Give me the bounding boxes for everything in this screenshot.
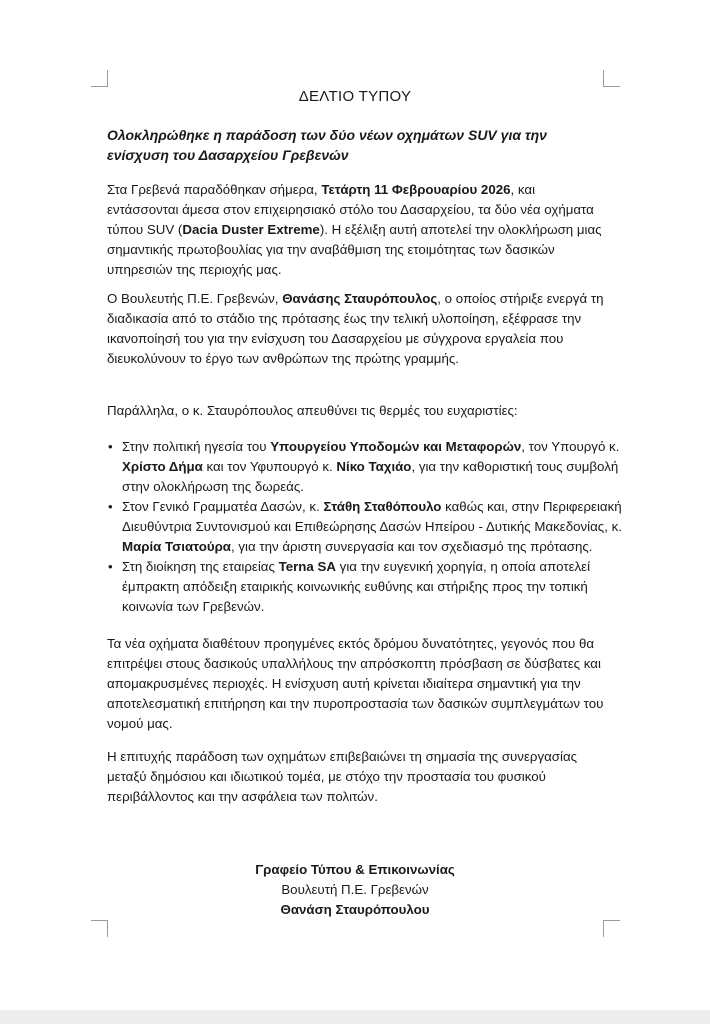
paragraph-3: Παράλληλα, ο κ. Σταυρόπουλος απευθύνει τις θερμές του ευχαριστίες:	[107, 403, 518, 418]
thanks-2-text-2: καθώς και, στην Περιφερειακή Διευθύντρια Συντονισμού και Επιθεώρησης Δασών Ηπείρου - Δυτικής Μακεδονίας, κ.	[122, 499, 622, 534]
thanks-1-ministry: Υπουργείου Υποδομών και Μεταφορών	[270, 439, 522, 454]
thanks-2-text-3: , για την άριστη συνεργασία και τον σχεδιασμό της πρότασης.	[230, 539, 593, 554]
thanks-3-text-1: Στη διοίκηση της εταιρείας	[122, 559, 279, 574]
paragraph-2-text-2: , ο οποίος στήριξε ενεργά τη διαδικασία από το στάδιο της πρότασης έως την τελική υλοποίηση, εξέφρασε την ικανοποίησή του για την ενίσχυση του Δασαρχείου με σύγχρονα εργαλεία που διευκολύνουν το έργο των ανθρώπων της πρώτης γραμμής.	[107, 291, 604, 366]
signature-block	[0, 860, 710, 920]
paragraph-2-text-1: Ο Βουλευτής Π.Ε. Γρεβενών,	[107, 291, 283, 306]
thanks-1-minister: Χρίστο Δήμα	[122, 459, 203, 474]
paragraph-1	[107, 180, 610, 280]
paragraph-1-vehicle-model: Dacia Duster Extreme	[182, 222, 320, 237]
paragraph-1-text-2: , και εντάσσονται άμεσα στον επιχειρησιακό στόλο του Δασαρχείου, τα δύο νέα οχήματα τύπου SUV (	[107, 182, 594, 237]
crop-mark-top-left	[91, 70, 108, 87]
thanks-3-company: Terna SA	[278, 559, 336, 574]
thanks-2-director: Μαρία Τσιατούρα	[122, 539, 231, 554]
crop-mark-bottom-left	[91, 920, 108, 937]
thanks-1-text-3: και τον Υφυπουργό κ.	[202, 459, 337, 474]
thanks-1-text-1: Στην πολιτική ηγεσία του	[122, 439, 271, 454]
thanks-list	[107, 437, 625, 617]
thanks-2-secretary: Στάθη Σταθόπουλο	[323, 499, 442, 514]
thanks-item-ministry	[122, 437, 625, 497]
thanks-1-text-4: , για την καθοριστική τους συμβολή στην ολοκλήρωση της δωρεάς.	[122, 459, 619, 494]
paragraph-1-text-3: ). Η εξέλιξη αυτή αποτελεί την ολοκλήρωση μιας σημαντικής πρωτοβουλίας για την αναβάθμιση της ετοιμότητας των δασικών υπηρεσιών της περιοχής μας.	[107, 222, 602, 277]
thanks-1-text-2: , τον Υπουργό κ.	[521, 439, 620, 454]
thanks-item-forestry	[122, 497, 625, 557]
crop-mark-top-right	[603, 70, 620, 87]
headline: Ολοκληρώθηκε η παράδοση των δύο νέων οχημάτων SUV για την ενίσχυση του Δασαρχείου Γρεβενών	[107, 127, 547, 163]
signature-name: Θανάση Σταυρόπουλου	[280, 902, 430, 917]
thanks-3-text-2: για την ευγενική χορηγία, η οποία αποτελεί έμπρακτη απόδειξη εταιρικής κοινωνικής ευθύνης και στήριξης προς την τοπική κοινωνία των Γρεβενών.	[122, 559, 591, 614]
paragraph-1-date: Τετάρτη 11 Φεβρουαρίου 2026	[321, 182, 511, 197]
paragraph-5: Η επιτυχής παράδοση των οχημάτων επιβεβαιώνει τη σημασία της συνεργασίας μεταξύ δημόσιου και ιδιωτικού τομέα, με στόχο την προστασία του φυσικού περιβάλλοντος και την ασφάλεια των πολιτών.	[107, 749, 578, 804]
paragraph-2	[107, 289, 610, 369]
thanks-item-sponsor	[122, 557, 625, 617]
thanks-2-text-1: Στον Γενικό Γραμματέα Δασών, κ.	[122, 499, 324, 514]
signature-role: Βουλευτή Π.Ε. Γρεβενών	[281, 882, 429, 897]
thanks-1-deputy-minister: Νίκο Ταχιάο	[336, 459, 412, 474]
crop-mark-bottom-right	[603, 920, 620, 937]
paragraph-2-mp-name: Θανάσης Σταυρόπουλος	[282, 291, 438, 306]
signature-office: Γραφείο Τύπου & Επικοινωνίας	[255, 862, 455, 877]
viewer-bottom-strip	[0, 1010, 710, 1024]
paragraph-4: Τα νέα οχήματα διαθέτουν προηγμένες εκτός δρόμου δυνατότητες, γεγονός που θα επιτρέψει στους δασικούς υπαλλήλους την απρόσκοπτη πρόσβαση σε δύσβατες και απομακρυσμένες περιοχές. Η ενίσχυση αυτή κρίνεται ιδιαίτερα σημαντική για την αποτελεσματική επιτήρηση και την πυροπροστασία των δασικών συμπλεγμάτων του νομού μας.	[107, 636, 604, 731]
paragraph-1-text-1: Στα Γρεβενά παραδόθηκαν σήμερα,	[107, 182, 322, 197]
document-title: ΔΕΛΤΙΟ ΤΥΠΟΥ	[298, 88, 412, 105]
